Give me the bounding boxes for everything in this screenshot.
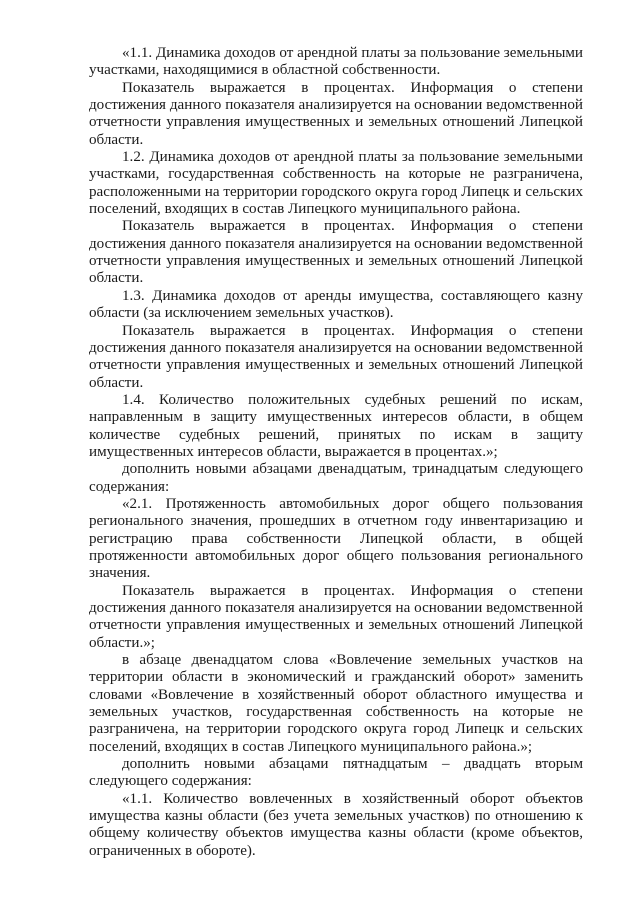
paragraph-indicator-note-3: Показатель выражается в процентах. Информация о степени достижения данного показателя анализируется на основании ведомственной отчетности управления имущественных и земельных отношений Липецкой области. — [89, 322, 583, 391]
document-body — [89, 45, 583, 860]
paragraph-1-1-rent-land-dynamics: «1.1. Динамика доходов от арендной платы за пользование земельными участками, находящимися в областной собственности. — [89, 45, 583, 79]
paragraph-amendment-15-22: дополнить новыми абзацами пятнадцатым – двадцать вторым следующего содержания: — [89, 756, 583, 790]
paragraph-amendment-12-13: дополнить новыми абзацами двенадцатым, тринадцатым следующего содержания: — [89, 461, 583, 495]
paragraph-1-1-treasury-objects: «1.1. Количество вовлеченных в хозяйственный оборот объектов имущества казны области (без учета земельных участков) по отношению к общему количеству объектов имущества казны области (кроме объектов, ограниченных в обороте). — [89, 790, 583, 859]
paragraph-1-3-property-rent-dynamics: 1.3. Динамика доходов от аренды имущества, составляющего казну области (за исключением земельных участков). — [89, 287, 583, 322]
paragraph-indicator-note-1: Показатель выражается в процентах. Информация о степени достижения данного показателя анализируется на основании ведомственной отчетности управления имущественных и земельных отношений Липецкой области. — [89, 79, 583, 148]
paragraph-2-1-road-length: «2.1. Протяженность автомобильных дорог общего пользования регионального значения, прошедших в отчетном году инвентаризацию и регистрацию права собственности Липецкой области, в общей протяженности автомобильных дорог общего пользования регионального значения. — [89, 495, 583, 582]
paragraph-indicator-note-4: Показатель выражается в процентах. Информация о степени достижения данного показателя анализируется на основании ведомственной отчетности управления имущественных и земельных отношений Липецкой области.»; — [89, 582, 583, 651]
paragraph-1-2-rent-unallocated-land: 1.2. Динамика доходов от арендной платы за пользование земельными участками, государственная собственность на которые не разграничена, расположенными на территории городского округа город Липецк и сельских поселений, входящих в состав Липецкого муниципального района. — [89, 149, 583, 218]
paragraph-indicator-note-2: Показатель выражается в процентах. Информация о степени достижения данного показателя анализируется на основании ведомственной отчетности управления имущественных и земельных отношений Липецкой области. — [89, 218, 583, 287]
paragraph-1-4-court-decisions: 1.4. Количество положительных судебных решений по искам, направленным в защиту имущественных интересов области, в общем количестве судебных решений, принятых по искам в защиту имущественных интересов области, выражается в процентах.»; — [89, 391, 583, 460]
paragraph-amendment-12-wording: в абзаце двенадцатом слова «Вовлечение земельных участков на территории области в экономический и гражданский оборот» заменить словами «Вовлечение в хозяйственный оборот областного имущества и земельных участков, государственная собственность на которые не разграничена, на территории городского округа город Липецк и сельских поселений, входящих в состав Липецкого муниципального района.»; — [89, 652, 583, 755]
